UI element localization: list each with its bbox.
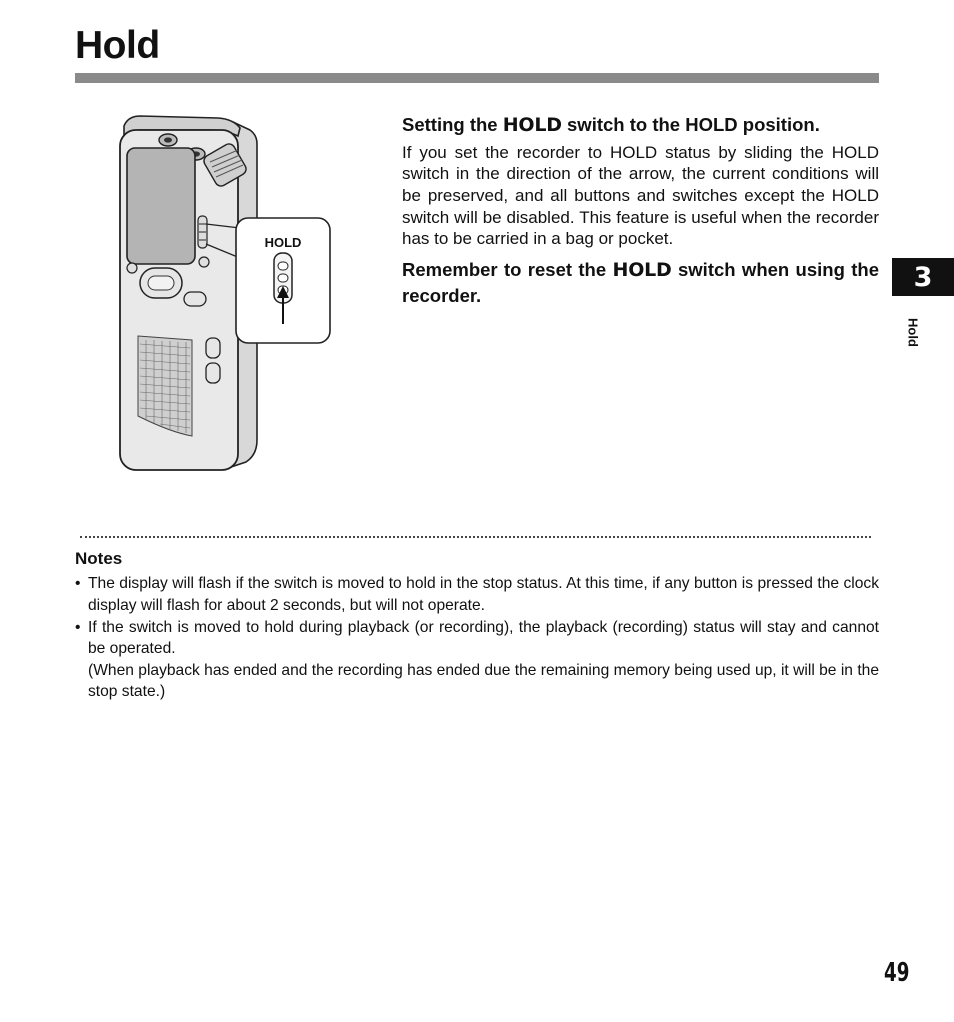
chapter-tab: 3 bbox=[892, 258, 954, 296]
recorder-illustration bbox=[100, 110, 350, 475]
section-body: If you set the recorder to HOLD status by sliding the HOLD switch in the direction of the arrow, the current conditions will be preserved, and all buttons and switches except the HOLD switch will be disabled. This feature is useful when the recorder has to be carried in a bag or pocket. bbox=[402, 142, 879, 249]
bullet: • bbox=[75, 575, 81, 592]
dotted-separator bbox=[80, 536, 871, 538]
page-number: 49 bbox=[884, 958, 910, 988]
reminder-text: Remember to reset the HOLD switch when using the recorder. bbox=[402, 258, 879, 306]
side-section-label: Hold bbox=[905, 317, 921, 347]
bullet: • bbox=[75, 618, 81, 636]
rocker-button-lower bbox=[206, 363, 220, 383]
note-item: • If the switch is moved to hold during playback (or recording), the playback (recording) status will stay and cannot be operated. (When playback has ended and the recording has ended due the remaining memory being used up, it will be in the stop state.) bbox=[75, 618, 879, 700]
hold-keyword: HOLD bbox=[612, 258, 672, 281]
title-rule bbox=[75, 73, 879, 83]
hold-keyword: HOLD bbox=[502, 114, 562, 136]
stop-button bbox=[184, 292, 206, 306]
hold-instructions bbox=[402, 113, 879, 309]
rocker-button-upper bbox=[206, 338, 220, 358]
page-title: Hold bbox=[75, 24, 160, 67]
notes-heading: Notes bbox=[75, 549, 123, 568]
recorder-screen bbox=[127, 148, 195, 264]
note-item: • The display will flash if the switch is moved to hold in the stop status. At this time, if any button is pressed the clock display will flash for about 2 seconds, but will not operate. bbox=[75, 575, 879, 614]
section-heading: Setting the HOLD switch to the HOLD position. bbox=[402, 114, 820, 136]
hold-callout-label: HOLD bbox=[264, 235, 302, 250]
notes-list bbox=[75, 573, 879, 703]
